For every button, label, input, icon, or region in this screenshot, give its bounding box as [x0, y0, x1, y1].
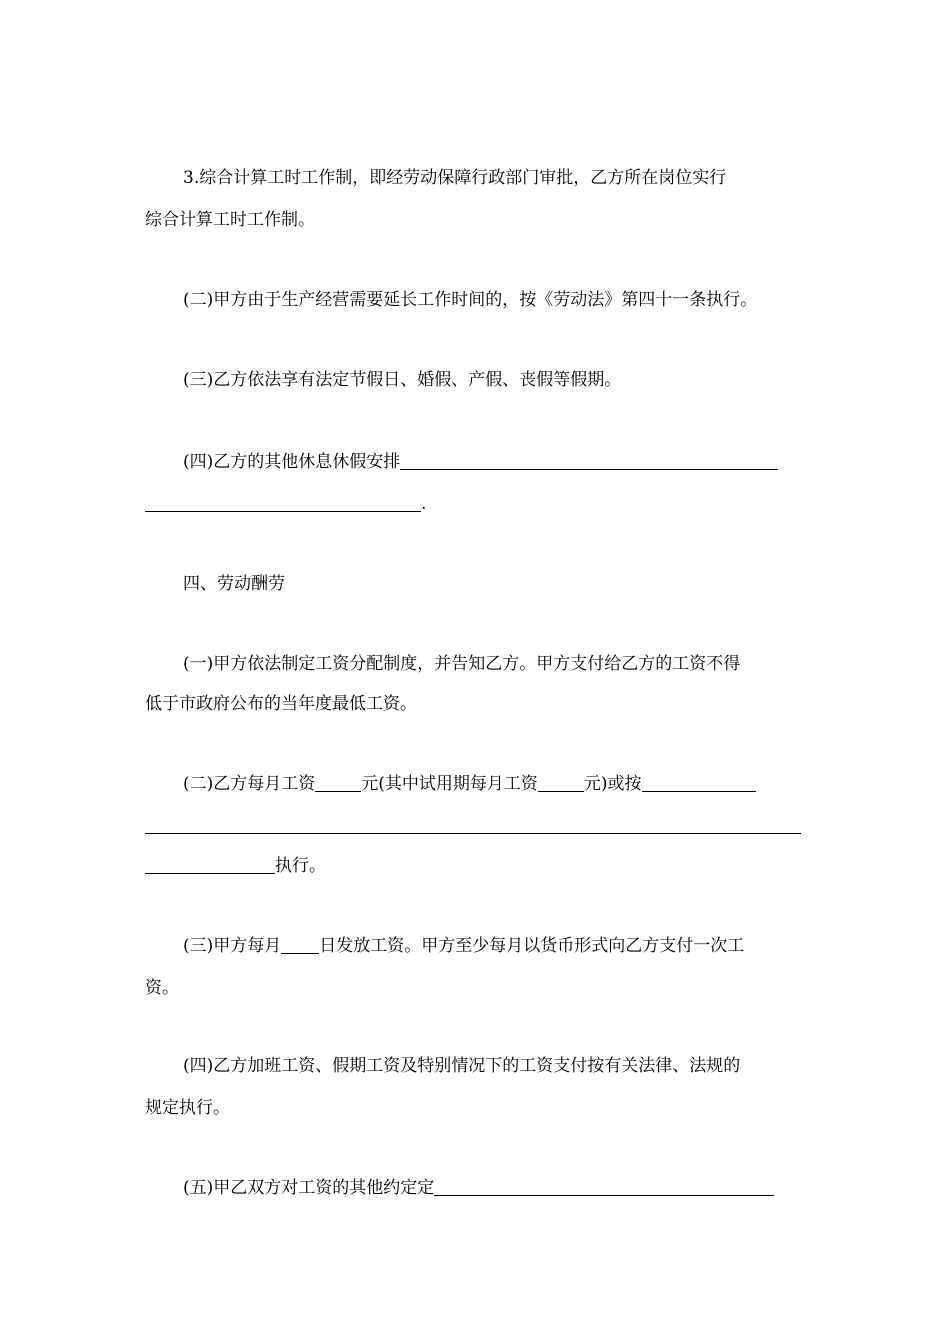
other-leave-blank-2: [145, 493, 421, 512]
paragraph-other-leave-line1: [183, 450, 778, 474]
paragraph-other-leave-line2: [145, 492, 426, 516]
pay-day-text: 日发放工资。甲方至少每月以货币形式向乙方支付一次工: [319, 936, 745, 956]
paragraph-overtime-pay-line2: 规定执行。: [145, 1098, 230, 1118]
pay-day-label: (三)甲方每月: [183, 936, 282, 956]
execute-label: 执行。: [275, 856, 326, 876]
according-blank-2: [145, 815, 801, 834]
monthly-wage-blank: [315, 773, 361, 792]
paragraph-monthly-wage-line1: [183, 772, 756, 796]
other-wage-agreement-label: (五)甲乙双方对工资的其他约定定: [183, 1178, 435, 1198]
probation-wage-blank: [538, 773, 584, 792]
paragraph-pay-day-line1: [183, 934, 744, 958]
other-leave-blank-1: [400, 451, 778, 470]
paragraph-monthly-wage-line2: [145, 814, 801, 838]
probation-wage-label: 元(其中试用期每月工资: [361, 774, 538, 794]
monthly-wage-label: (二)乙方每月工资: [183, 774, 316, 794]
paragraph-wage-system-line2: 低于市政府公布的当年度最低工资。: [145, 694, 417, 714]
paragraph-overtime-rule: (二)甲方由于生产经营需要延长工作时间的，按《劳动法》第四十一条执行。: [183, 290, 758, 310]
other-leave-label: (四)乙方的其他休息休假安排: [183, 452, 401, 472]
pay-day-blank: [281, 935, 319, 954]
paragraph-overtime-pay-line1: (四)乙方加班工资、假期工资及特别情况下的工资支付按有关法律、法规的: [183, 1056, 741, 1076]
other-wage-agreement-blank: [434, 1177, 774, 1196]
according-blank-1: [642, 773, 756, 792]
paragraph-statutory-holidays: (三)乙方依法享有法定节假日、婚假、产假、丧假等假期。: [183, 370, 622, 390]
paragraph-wage-system-line1: (一)甲方依法制定工资分配制度，并告知乙方。甲方支付给乙方的工资不得: [183, 654, 741, 674]
paragraph-comprehensive-hours-line2: 综合计算工时工作制。: [145, 210, 315, 230]
or-according-label: 元)或按: [583, 774, 642, 794]
paragraph-pay-day-line2: 资。: [145, 978, 179, 998]
according-blank-3: [145, 855, 275, 874]
paragraph-other-wage-agreement: [183, 1176, 774, 1200]
section-title-labor-remuneration: 四、劳动酬劳: [183, 574, 285, 594]
paragraph-monthly-wage-line3: [145, 854, 326, 878]
other-leave-end: .: [421, 494, 427, 514]
paragraph-comprehensive-hours-line1: 3.综合计算工时工作制，即经劳动保障行政部门审批，乙方所在岗位实行: [183, 168, 727, 188]
